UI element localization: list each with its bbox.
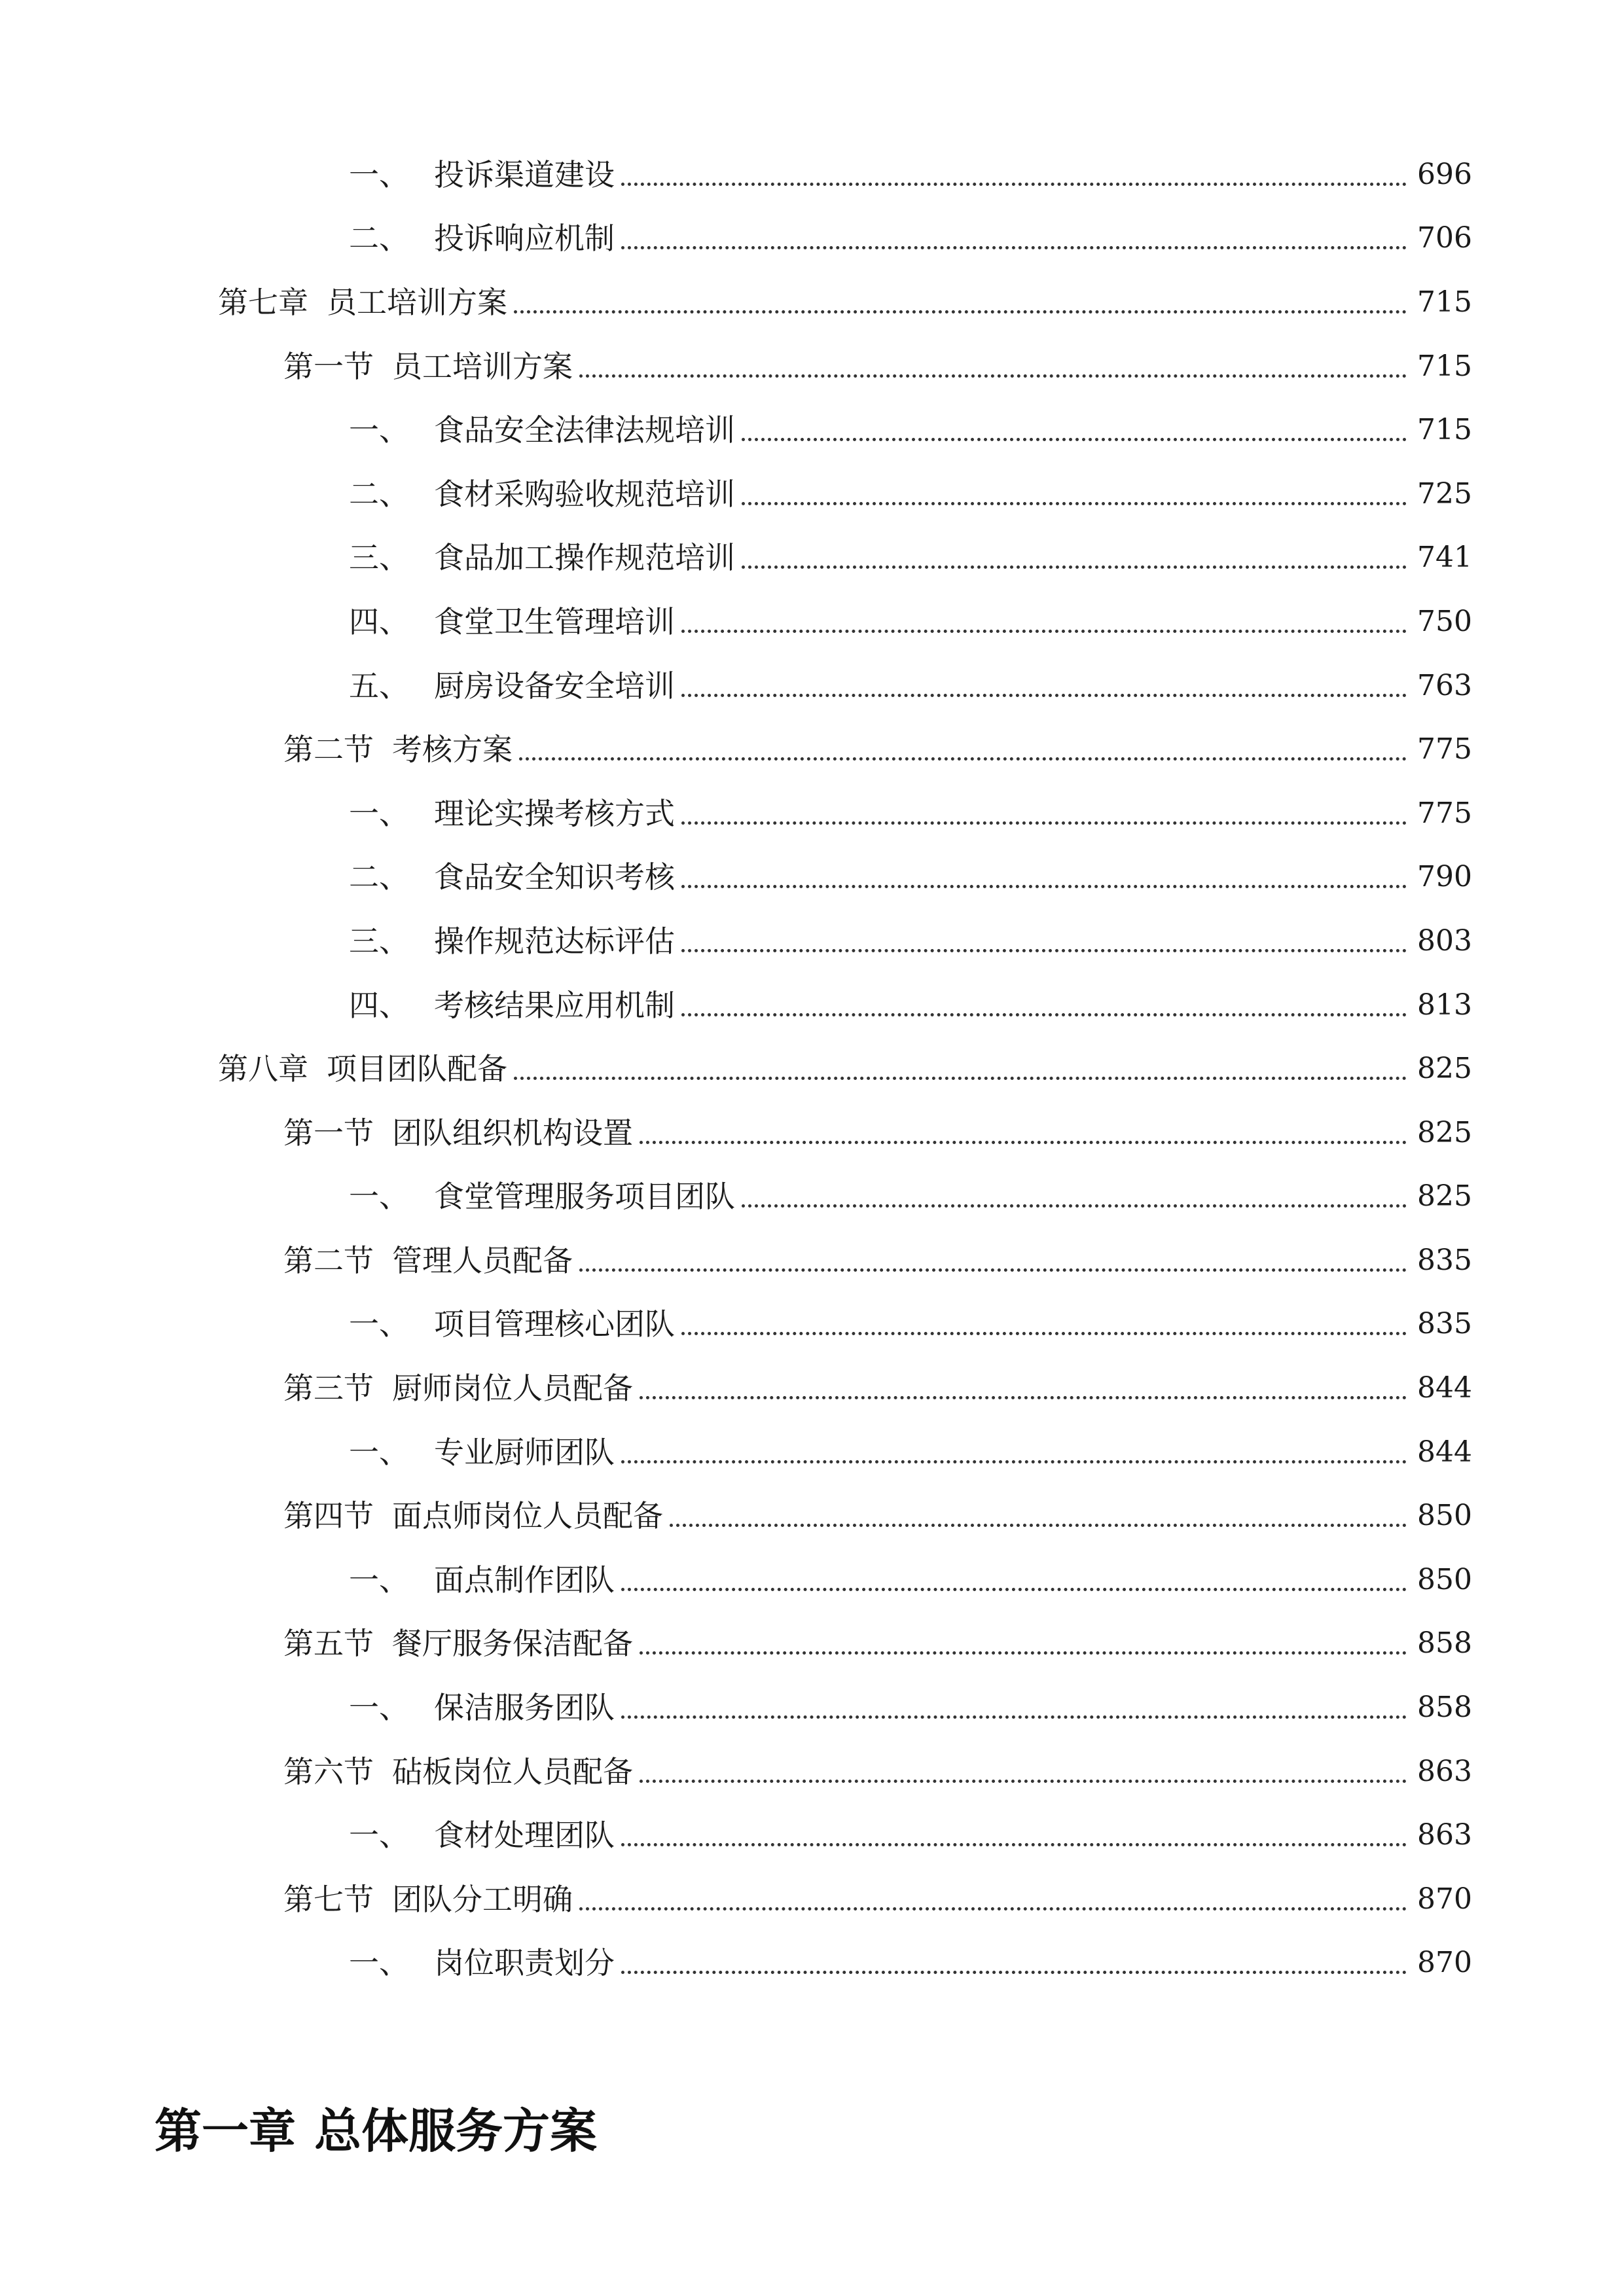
toc-entry-item[interactable] <box>0 1676 1624 1740</box>
toc-entry-page-number: 825 <box>1417 1052 1472 1086</box>
toc-entry-number: 第一节 <box>283 1115 374 1151</box>
toc-entry-page-number: 870 <box>1417 1946 1472 1980</box>
toc-entry-page-number: 870 <box>1417 1882 1472 1916</box>
toc-entry-title: 厨房设备安全培训 <box>434 668 675 704</box>
toc-entry-number: 第一节 <box>283 348 374 384</box>
toc-dot-leader <box>681 862 1407 892</box>
toc-entry-title: 投诉渠道建设 <box>434 156 615 192</box>
toc-entry-item[interactable] <box>0 1548 1624 1612</box>
toc-dot-leader <box>640 1757 1407 1787</box>
toc-entry-section[interactable] <box>0 1867 1624 1931</box>
toc-entry-number: 第二节 <box>283 1242 374 1278</box>
toc-entry-title: 厨师岗位人员配备 <box>392 1371 633 1407</box>
toc-dot-leader <box>681 926 1407 956</box>
toc-entry-section[interactable] <box>0 334 1624 399</box>
toc-entry-number: 一、 <box>349 412 409 448</box>
chapter-heading <box>154 2093 597 2161</box>
toc-dot-leader <box>621 1948 1407 1978</box>
toc-entry-title: 食材采购验收规范培训 <box>434 476 735 512</box>
toc-entry-title: 项目团队配备 <box>327 1051 507 1087</box>
toc-entry-item[interactable] <box>0 654 1624 718</box>
toc-entry-item[interactable] <box>0 1293 1624 1357</box>
toc-entry-number: 二、 <box>349 221 409 257</box>
toc-entry-number: 四、 <box>349 987 409 1023</box>
toc-dot-leader <box>621 1565 1407 1595</box>
toc-entry-title: 项目管理核心团队 <box>434 1306 675 1342</box>
toc-entry-number: 一、 <box>349 156 409 192</box>
toc-entry-page-number: 863 <box>1417 1754 1472 1788</box>
toc-dot-leader <box>519 734 1407 764</box>
toc-entry-number: 第三节 <box>283 1371 374 1407</box>
toc-entry-section[interactable] <box>0 1612 1624 1676</box>
toc-dot-leader <box>514 1054 1407 1084</box>
toc-entry-number: 三、 <box>349 923 409 959</box>
toc-dot-leader <box>621 1820 1407 1850</box>
toc-entry-section[interactable] <box>0 717 1624 781</box>
toc-entry-number: 第七节 <box>283 1881 374 1917</box>
toc-entry-page-number: 763 <box>1417 668 1472 702</box>
toc-entry-item[interactable] <box>0 973 1624 1037</box>
toc-entry-title: 食品安全知识考核 <box>434 859 675 895</box>
toc-entry-page-number: 775 <box>1417 732 1472 766</box>
toc-entry-number: 一、 <box>349 1690 409 1726</box>
toc-entry-page-number: 750 <box>1417 604 1472 638</box>
toc-entry-page-number: 863 <box>1417 1818 1472 1852</box>
toc-entry-section[interactable] <box>0 1101 1624 1165</box>
toc-entry-title: 投诉响应机制 <box>434 221 615 257</box>
toc-entry-number: 第四节 <box>283 1498 374 1534</box>
toc-entry-title: 员工培训方案 <box>327 284 507 320</box>
toc-dot-leader <box>640 1118 1407 1148</box>
toc-entry-page-number: 813 <box>1417 988 1472 1022</box>
toc-entry-number: 第二节 <box>283 732 374 768</box>
toc-dot-leader <box>621 1693 1407 1723</box>
toc-entry-title: 岗位职责划分 <box>434 1945 615 1981</box>
toc-entry-title: 理论实操考核方式 <box>434 795 675 831</box>
toc-entry-page-number: 790 <box>1417 860 1472 894</box>
toc-entry-item[interactable] <box>0 1420 1624 1484</box>
chapter-heading-title: 总体服务方案 <box>314 2104 598 2159</box>
toc-dot-leader <box>681 1309 1407 1339</box>
toc-dot-leader <box>514 287 1407 317</box>
toc-entry-item[interactable] <box>0 207 1624 271</box>
toc-dot-leader <box>681 607 1407 637</box>
toc-entry-item[interactable] <box>0 846 1624 910</box>
toc-entry-section[interactable] <box>0 1356 1624 1420</box>
toc-dot-leader <box>681 798 1407 829</box>
toc-entry-chapter[interactable] <box>0 270 1624 334</box>
toc-entry-number: 第六节 <box>283 1753 374 1789</box>
toc-dot-leader <box>742 479 1407 509</box>
toc-entry-page-number: 725 <box>1417 476 1472 511</box>
toc-entry-item[interactable] <box>0 1931 1624 1996</box>
toc-entry-item[interactable] <box>0 1803 1624 1867</box>
toc-entry-item[interactable] <box>0 462 1624 526</box>
toc-dot-leader <box>621 160 1407 190</box>
toc-entry-number: 第五节 <box>283 1626 374 1662</box>
toc-entry-title: 面点师岗位人员配备 <box>392 1498 663 1534</box>
toc-entry-item[interactable] <box>0 1165 1624 1229</box>
toc-entry-number: 一、 <box>349 1179 409 1215</box>
toc-dot-leader <box>640 1628 1407 1659</box>
toc-entry-number: 一、 <box>349 1434 409 1470</box>
toc-entry-item[interactable] <box>0 526 1624 590</box>
toc-entry-title: 团队分工明确 <box>392 1881 573 1917</box>
toc-entry-section[interactable] <box>0 1740 1624 1804</box>
toc-entry-page-number: 844 <box>1417 1435 1472 1469</box>
toc-dot-leader <box>640 1373 1407 1403</box>
toc-entry-title: 餐厅服务保洁配备 <box>392 1626 633 1662</box>
toc-entry-section[interactable] <box>0 1484 1624 1548</box>
toc-entry-chapter[interactable] <box>0 1037 1624 1101</box>
toc-entry-title: 专业厨师团队 <box>434 1434 615 1470</box>
toc-entry-page-number: 858 <box>1417 1691 1472 1725</box>
toc-entry-page-number: 850 <box>1417 1499 1472 1533</box>
toc-dot-leader <box>742 543 1407 573</box>
toc-dot-leader <box>579 1246 1407 1276</box>
toc-entry-page-number: 706 <box>1417 221 1472 255</box>
toc-entry-number: 一、 <box>349 1945 409 1981</box>
toc-dot-leader <box>579 351 1407 382</box>
toc-entry-page-number: 715 <box>1417 285 1472 319</box>
toc-dot-leader <box>621 223 1407 253</box>
toc-entry-page-number: 858 <box>1417 1626 1472 1660</box>
toc-entry-page-number: 715 <box>1417 413 1472 447</box>
toc-entry-number: 一、 <box>349 1818 409 1854</box>
toc-entry-title: 考核结果应用机制 <box>434 987 675 1023</box>
toc-entry-page-number: 825 <box>1417 1179 1472 1213</box>
toc-entry-title: 考核方案 <box>392 732 513 768</box>
toc-entry-number: 四、 <box>349 603 409 639</box>
toc-entry-number: 一、 <box>349 1306 409 1342</box>
toc-entry-page-number: 696 <box>1417 157 1472 191</box>
toc-entry-number: 二、 <box>349 859 409 895</box>
table-of-contents <box>0 143 1624 1995</box>
toc-entry-page-number: 835 <box>1417 1307 1472 1341</box>
toc-entry-page-number: 715 <box>1417 349 1472 383</box>
toc-entry-page-number: 844 <box>1417 1371 1472 1405</box>
toc-dot-leader <box>742 1181 1407 1211</box>
toc-entry-title: 面点制作团队 <box>434 1562 615 1598</box>
chapter-heading-number: 第一章 <box>154 2104 297 2159</box>
toc-entry-number: 二、 <box>349 476 409 512</box>
toc-entry-item[interactable] <box>0 781 1624 846</box>
toc-dot-leader <box>621 1437 1407 1467</box>
toc-entry-title: 食材处理团队 <box>434 1818 615 1854</box>
toc-entry-title: 管理人员配备 <box>392 1242 573 1278</box>
toc-entry-title: 员工培训方案 <box>392 348 573 384</box>
toc-entry-title: 食堂管理服务项目团队 <box>434 1179 735 1215</box>
toc-entry-title: 操作规范达标评估 <box>434 923 675 959</box>
toc-entry-title: 团队组织机构设置 <box>392 1115 633 1151</box>
toc-entry-number: 五、 <box>349 668 409 704</box>
toc-entry-page-number: 775 <box>1417 796 1472 830</box>
toc-entry-title: 砧板岗位人员配备 <box>392 1753 633 1789</box>
toc-entry-section[interactable] <box>0 1229 1624 1293</box>
toc-dot-leader <box>670 1501 1407 1531</box>
toc-entry-item[interactable] <box>0 398 1624 462</box>
toc-entry-item[interactable] <box>0 143 1624 207</box>
toc-entry-page-number: 803 <box>1417 924 1472 958</box>
toc-entry-page-number: 741 <box>1417 541 1472 575</box>
toc-entry-item[interactable] <box>0 909 1624 973</box>
toc-entry-title: 保洁服务团队 <box>434 1690 615 1726</box>
toc-entry-number: 第八章 <box>218 1051 308 1087</box>
toc-entry-page-number: 850 <box>1417 1562 1472 1596</box>
toc-entry-item[interactable] <box>0 590 1624 654</box>
toc-dot-leader <box>742 415 1407 445</box>
toc-entry-number: 第七章 <box>218 284 308 320</box>
toc-entry-number: 一、 <box>349 795 409 831</box>
toc-entry-title: 食堂卫生管理培训 <box>434 603 675 639</box>
toc-entry-title: 食品安全法律法规培训 <box>434 412 735 448</box>
toc-dot-leader <box>579 1884 1407 1914</box>
toc-entry-title: 食品加工操作规范培训 <box>434 540 735 576</box>
toc-entry-page-number: 825 <box>1417 1115 1472 1149</box>
toc-dot-leader <box>681 990 1407 1020</box>
toc-entry-page-number: 835 <box>1417 1243 1472 1277</box>
toc-entry-number: 三、 <box>349 540 409 576</box>
toc-dot-leader <box>681 671 1407 701</box>
toc-entry-number: 一、 <box>349 1562 409 1598</box>
